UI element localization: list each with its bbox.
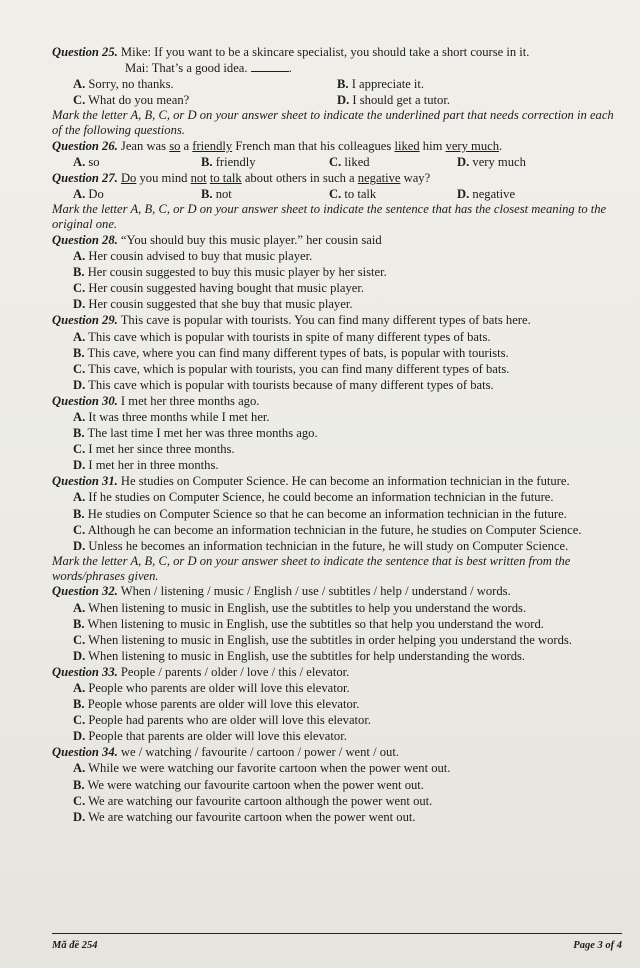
option-d[interactable]: D. Unless he becomes an information technician in the future, he will study on Computer Science. bbox=[73, 538, 569, 553]
option-d[interactable]: D. negative bbox=[457, 187, 516, 202]
option-c[interactable]: C. Her cousin suggested having bought that music player. bbox=[73, 281, 365, 296]
exam-code: Mã đề 254 bbox=[52, 940, 98, 951]
question-31: Question 31. He studies on Computer Science. He can become an information technician in the future. A. If he studies on Computer Science, he could become an information technician in the future. B. He studies on Computer Science so that he can become an information technician in the future. C. Although he can become an information technician in the future, he studies on Computer Science. D. Unless he becomes an information technician in the future, he will study on Computer Science. bbox=[52, 473, 618, 553]
option-a[interactable]: A. This cave which is popular with tourists in spite of many different types of bats. bbox=[73, 329, 491, 344]
option-c[interactable]: C. People had parents who are older will love this elevator. bbox=[73, 713, 371, 728]
option-d[interactable]: D. This cave which is popular with tourists because of many different types of bats. bbox=[73, 377, 494, 392]
question-26-options bbox=[52, 154, 618, 170]
instruction-underlined: Mark the letter A, B, C, or D on your answer sheet to indicate the underlined part that needs correction in each of the following questions. bbox=[52, 108, 614, 138]
option-c[interactable]: C. We are watching our favourite cartoon although the power went out. bbox=[73, 793, 433, 808]
question-30: Question 30. I met her three months ago. A. It was three months while I met her. B. The last time I met her was three months ago. C. I met her since three months. D. I met her in three months. bbox=[52, 393, 618, 473]
option-d[interactable]: D. Her cousin suggested that she buy that music player. bbox=[73, 297, 353, 312]
instruction-best-written: Mark the letter A, B, C, or D on your answer sheet to indicate the sentence that is best written from the words/phrases given. bbox=[52, 553, 571, 583]
option-d[interactable]: D. I met her in three months. bbox=[73, 458, 219, 473]
question-27: Question 27. Do you mind not to talk about others in such a negative way? bbox=[52, 171, 431, 186]
question-28: Question 28. “You should buy this music player.” her cousin said A. Her cousin advised to buy that music player. B. Her cousin suggested to buy this music player by her sister. C. Her cousin suggested having bought that music player. D. Her cousin suggested that she buy that music player. bbox=[52, 232, 618, 312]
option-b[interactable]: B. People whose parents are older will love this elevator. bbox=[73, 697, 360, 712]
option-a[interactable]: A. While we were watching our favorite cartoon when the power went out. bbox=[73, 761, 451, 776]
question-25: Question 25. Mike: If you want to be a skincare specialist, you should take a short course in it. Mai: That’s a good idea. . bbox=[52, 45, 530, 76]
option-d[interactable]: D. very much bbox=[457, 155, 526, 170]
option-c[interactable]: C. to talk bbox=[329, 187, 377, 202]
page-number: Page 3 of 4 bbox=[573, 940, 622, 951]
option-d[interactable]: D. When listening to music in English, use the subtitles for help understanding the words. bbox=[73, 648, 526, 663]
option-b[interactable]: B. We were watching our favourite cartoon when the power went out. bbox=[73, 777, 424, 792]
option-b[interactable]: B. not bbox=[201, 187, 232, 202]
option-b[interactable]: B. friendly bbox=[201, 155, 256, 170]
option-b[interactable]: B. Her cousin suggested to buy this music player by her sister. bbox=[73, 265, 387, 280]
option-b[interactable]: B. He studies on Computer Science so that he can become an information technician in the future. bbox=[73, 506, 567, 521]
question-26: Question 26. Jean was so a friendly French man that his colleagues liked him very much. bbox=[52, 138, 503, 153]
question-32: Question 32. When / listening / music / English / use / subtitles / help / understand / words. A. When listening to music in English, use the subtitles to help you understand the words. B. When listening to music in English, use the subtitles so that help you understand the word. C. When listening to music in English, use the subtitles in order helping you understand the words. D. When listening to music in English, use the subtitles for help understanding the words. bbox=[52, 583, 618, 663]
option-a[interactable]: A. It was three months while I met her. bbox=[73, 409, 270, 424]
option-a[interactable]: A. Do bbox=[73, 187, 104, 202]
option-c[interactable]: C. This cave, which is popular with tourists, you can find many different types of bats. bbox=[73, 361, 510, 376]
option-d[interactable]: D. We are watching our favourite cartoon when the power went out. bbox=[73, 809, 416, 824]
question-34: Question 34. we / watching / favourite / cartoon / power / went / out. A. While we were watching our favorite cartoon when the power went out. B. We were watching our favourite cartoon when the power went out. C. We are watching our favourite cartoon although the power went out. D. We are watching our favourite cartoon when the power went out. bbox=[52, 744, 618, 824]
option-d[interactable]: D. I should get a tutor. bbox=[337, 93, 450, 108]
question-27-options bbox=[52, 186, 618, 202]
option-a[interactable]: A. Her cousin advised to buy that music player. bbox=[73, 249, 313, 264]
option-c[interactable]: C. When listening to music in English, use the subtitles in order helping you understand the words. bbox=[73, 632, 572, 647]
question-33: Question 33. People / parents / older / love / this / elevator. A. People who parents are older will love this elevator. B. People whose parents are older will love this elevator. C. People had parents who are older will love this elevator. D. People that parents are older will love this elevator. bbox=[52, 664, 618, 744]
option-b[interactable]: B. I appreciate it. bbox=[337, 77, 425, 92]
option-c[interactable]: C. What do you mean? bbox=[73, 93, 190, 108]
option-a[interactable]: A. When listening to music in English, use the subtitles to help you understand the words. bbox=[73, 600, 527, 615]
question-25-options-row1 bbox=[52, 76, 618, 92]
answer-blank bbox=[251, 61, 289, 72]
option-b[interactable]: B. The last time I met her was three months ago. bbox=[73, 426, 318, 441]
page-footer bbox=[52, 933, 622, 951]
option-d[interactable]: D. People that parents are older will love this elevator. bbox=[73, 729, 347, 744]
option-b[interactable]: B. When listening to music in English, use the subtitles so that help you understand the word. bbox=[73, 616, 544, 631]
option-a[interactable]: A. so bbox=[73, 155, 100, 170]
instruction-closest-meaning: Mark the letter A, B, C, or D on your answer sheet to indicate the sentence that has the closest meaning to the original one. bbox=[52, 202, 607, 232]
option-b[interactable]: B. This cave, where you can find many different types of bats, is popular with tourists. bbox=[73, 345, 509, 360]
option-a[interactable]: A. Sorry, no thanks. bbox=[73, 77, 174, 92]
option-c[interactable]: C. Although he can become an information technician in the future, he studies on Computer Science. bbox=[73, 522, 582, 537]
option-a[interactable]: A. People who parents are older will love this elevator. bbox=[73, 680, 350, 695]
question-25-options-row2 bbox=[52, 92, 618, 108]
option-c[interactable]: C. liked bbox=[329, 155, 370, 170]
option-c[interactable]: C. I met her since three months. bbox=[73, 442, 235, 457]
question-29: Question 29. This cave is popular with tourists. You can find many different types of bats here. A. This cave which is popular with tourists in spite of many different types of bats. B. This cave, where you can find many different types of bats, is popular with tourists. C. This cave, which is popular with tourists, you can find many different types of bats. D. This cave which is popular with tourists because of many different types of bats. bbox=[52, 312, 618, 392]
option-a[interactable]: A. If he studies on Computer Science, he could become an information technician in the future. bbox=[73, 490, 554, 505]
